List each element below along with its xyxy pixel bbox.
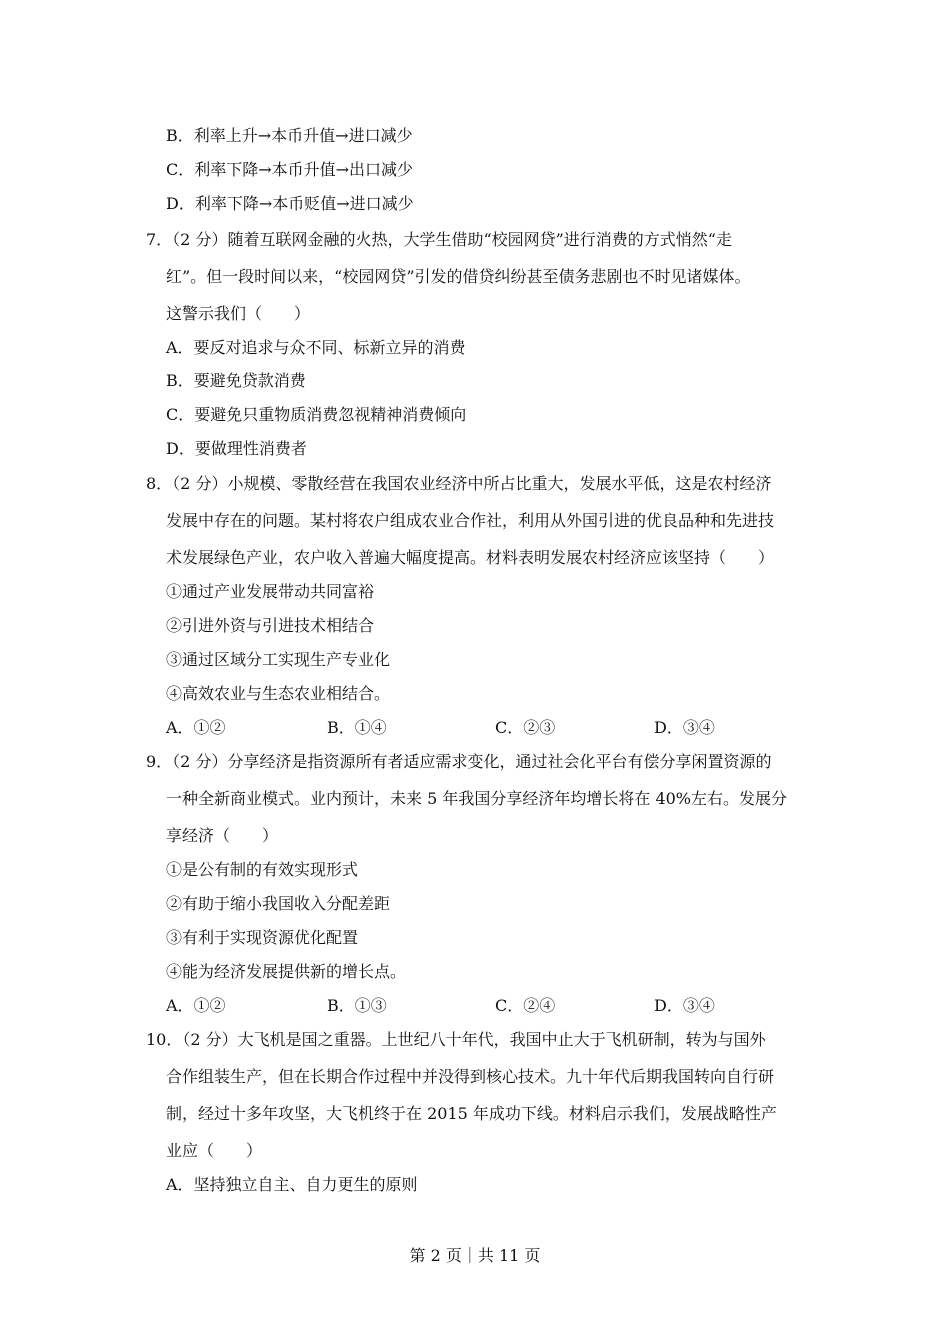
q8-choice-b: B．①④ [327, 718, 387, 737]
q8-choice-d: D．③④ [654, 718, 715, 737]
q8-stem-line-3: 术发展绿色产业，农户收入普遍大幅度提高。材料表明发展农村经济应该坚持（ ） [166, 548, 775, 567]
q6-option-d: D．利率下降→本币贬值→进口减少 [166, 194, 414, 213]
q6-option-c: C．利率下降→本币升值→出口减少 [166, 160, 414, 179]
q9-stem-line-2: 一种全新商业模式。业内预计，未来 5 年我国分享经济年均增长将在 40%左右。发展分 [166, 789, 788, 808]
q8-choices [166, 718, 766, 738]
q8-item-1: ①通过产业发展带动共同富裕 [166, 582, 375, 601]
q10-stem-line-2: 合作组装生产，但在长期合作过程中并没得到核心技术。九十年代后期我国转向自行研 [166, 1067, 775, 1086]
q9-item-3: ③有利于实现资源优化配置 [166, 928, 359, 947]
q9-choices [166, 996, 766, 1016]
q9-item-4: ④能为经济发展提供新的增长点。 [166, 962, 407, 981]
q9-stem-line-3: 享经济（ ） [166, 826, 279, 845]
page-footer: 第 2 页｜共 11 页 [409, 1246, 541, 1265]
q6-option-b: B．利率上升→本币升值→进口减少 [166, 126, 413, 145]
q8-item-3: ③通过区域分工实现生产专业化 [166, 650, 391, 669]
q9-item-1: ①是公有制的有效实现形式 [166, 860, 359, 879]
q9-item-2: ②有助于缩小我国收入分配差距 [166, 894, 391, 913]
q7-option-d: D．要做理性消费者 [166, 439, 307, 458]
q8-choice-c: C．②③ [495, 718, 556, 737]
q9-choice-d: D．③④ [654, 996, 715, 1015]
q10-stem-line-3: 制，经过十多年攻坚，大飞机终于在 2015 年成功下线。材料启示我们，发展战略性产 [166, 1104, 777, 1123]
q7-option-c: C．要避免只重物质消费忽视精神消费倾向 [166, 405, 467, 424]
q10-stem-line-1: 10．（2 分）大飞机是国之重器。上世纪八十年代，我国中止大于飞机研制，转为与国外 [146, 1030, 766, 1049]
q8-item-4: ④高效农业与生态农业相结合。 [166, 684, 391, 703]
q9-choice-b: B．①③ [327, 996, 387, 1015]
q8-stem-line-1: 8．（2 分）小规模、零散经营在我国农业经济中所占比重大，发展水平低，这是农村经济 [146, 474, 772, 493]
q7-option-a: A．要反对追求与众不同、标新立异的消费 [166, 338, 466, 357]
q7-stem-line-2: 红”。但一段时间以来，“校园网贷”引发的借贷纠纷甚至债务悲剧也不时见诸媒体。 [166, 267, 751, 286]
q8-item-2: ②引进外资与引进技术相结合 [166, 616, 375, 635]
q9-choice-a: A．①② [166, 996, 226, 1015]
q8-choice-a: A．①② [166, 718, 226, 737]
q7-stem-line-1: 7．（2 分）随着互联网金融的火热，大学生借助“校园网贷”进行消费的方式悄然“走 [146, 230, 732, 249]
q9-choice-c: C．②④ [495, 996, 556, 1015]
q8-stem-line-2: 发展中存在的问题。某村将农户组成农业合作社，利用从外国引进的优良品种和先进技 [166, 511, 775, 530]
q9-stem-line-1: 9．（2 分）分享经济是指资源所有者适应需求变化，通过社会化平台有偿分享闲置资源的 [146, 752, 772, 771]
q7-stem-line-3: 这警示我们（ ） [166, 304, 311, 323]
q7-option-b: B．要避免贷款消费 [166, 371, 306, 390]
q10-option-a: A．坚持独立自主、自力更生的原则 [166, 1175, 418, 1194]
q10-stem-line-4: 业应（ ） [166, 1141, 263, 1160]
